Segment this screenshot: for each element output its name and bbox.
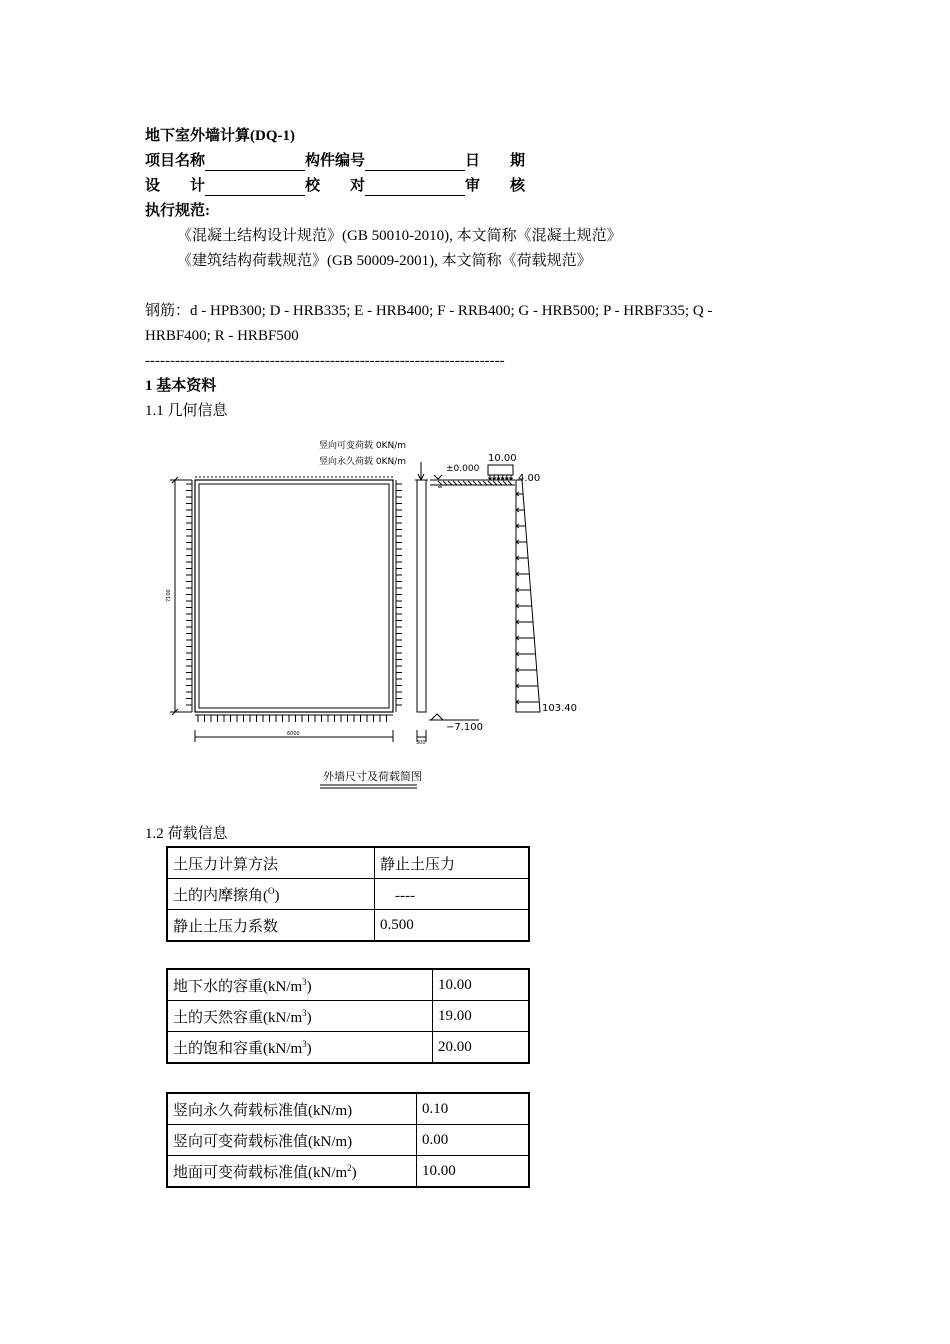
top-pressure-value: 4.00 [518,473,541,484]
project-name-label: 项目名称 [145,153,206,169]
geometry-heading: 1.1 几何信息 [145,403,228,419]
row-label: 地下水的容重$(kN/m^3)$ [167,969,433,1001]
earth-pressure-table [166,846,530,942]
row-value: 10.00 [417,1156,530,1188]
review-label: 审 核 [465,178,526,194]
project-name-blank [205,152,305,171]
document-title: 地下室外墙计算(DQ-1) [145,128,295,144]
row-label: 土的饱和容重$(kN/m^3)$ [167,1032,433,1064]
row-label: 土的内摩擦角($^O$) [167,879,375,910]
design-label: 设 计 [145,178,206,194]
diagram-caption: 外墙尺寸及荷载简图 [323,770,422,783]
row-label: 土压力计算方法 [167,847,375,879]
table-row [167,1032,529,1064]
design-blank [205,177,305,196]
table-row [167,879,529,910]
table-row [167,1125,529,1156]
vertical-live-load-label: 竖向可变荷载 0KN/m [319,441,407,451]
row-label: 竖向永久荷载标准值(kN/m) [167,1093,417,1125]
table-row [167,1001,529,1032]
row-value: 静止土压力 [375,847,530,879]
signature-row-2 [145,177,525,196]
vertical-dead-load-label: 竖向永久荷载 0KN/m [319,457,407,467]
row-value: 10.00 [433,969,530,1001]
section-1-heading: 1 基本资料 [145,378,217,394]
width-dimension: 6000 [287,731,300,737]
row-value: 19.00 [433,1001,530,1032]
height-dimension: 7100 [166,589,172,602]
signature-row-1 [145,152,525,171]
table-row [167,1156,529,1188]
separator-line: ------------------------------------------------------------------------ [145,353,505,369]
table-row [167,969,529,1001]
rebar-legend-line-2: HRBF400; R - HRBF500 [145,328,299,344]
table-row [167,847,529,879]
load-info-heading: 1.2 荷载信息 [145,826,228,842]
bottom-pressure-value: 103.40 [542,703,577,714]
bottom-level-label: −7.100 [446,722,484,733]
check-label: 校 对 [305,178,366,194]
table-row [167,1093,529,1125]
row-value: 20.00 [433,1032,530,1064]
vertical-load-table [166,1092,530,1188]
code-item-load: 《建筑结构荷载规范》(GB 50009-2001), 本文简称《荷载规范》 [177,253,592,269]
row-label: 静止土压力系数 [167,910,375,942]
row-label: 地面可变荷载标准值$(kN/m^2)$ [167,1156,417,1188]
wall-load-diagram [150,432,600,792]
ground-level-label: ±0.000 [446,464,480,474]
surface-load-value: 10.00 [488,453,517,464]
row-label: 土的天然容重$(kN/m^3)$ [167,1001,433,1032]
code-item-concrete: 《混凝土结构设计规范》(GB 50010-2010), 本文简称《混凝土规范》 [177,228,622,244]
row-label: 竖向可变荷载标准值(kN/m) [167,1125,417,1156]
row-value: ---- [375,879,530,910]
component-number-blank [365,152,465,171]
codes-heading: 执行规范: [145,203,210,219]
unit-weight-table [166,968,530,1064]
date-label: 日 期 [465,153,526,169]
thickness-dimension: 300 [416,740,426,746]
component-number-label: 构件编号 [305,153,366,169]
rebar-legend-line-1: 钢筋：d - HPB300; D - HRB335; E - HRB400; F - RRB400; G - HRB500; P - HRBF335; Q - [145,303,713,319]
row-value: 0.500 [375,910,530,942]
row-value: 0.00 [417,1125,530,1156]
check-blank [365,177,465,196]
table-row [167,910,529,942]
row-value: 0.10 [417,1093,530,1125]
